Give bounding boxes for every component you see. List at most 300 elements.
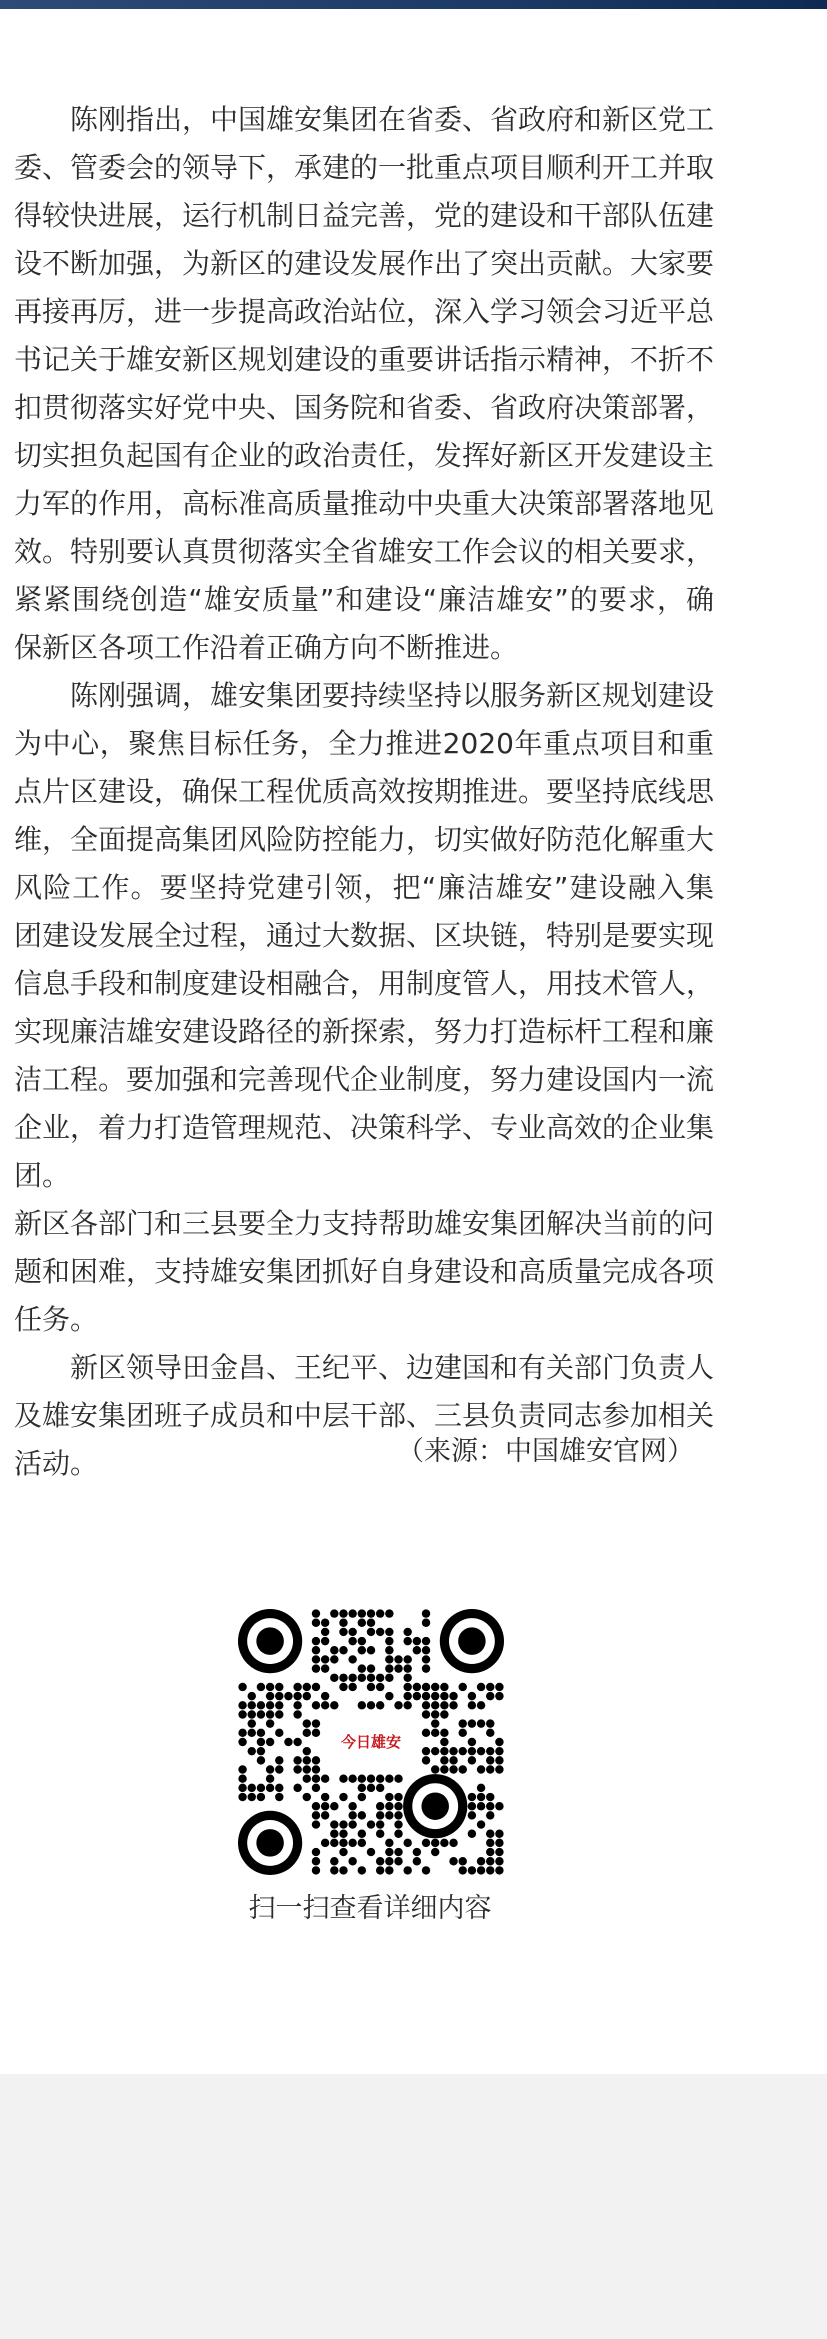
qr-dot [266, 1774, 274, 1782]
qr-dot [321, 1637, 329, 1645]
qr-dot [348, 1683, 356, 1691]
qr-dot [312, 1619, 320, 1627]
qr-dot [495, 1830, 503, 1838]
qr-dot [477, 1765, 485, 1773]
qr-dot [376, 1811, 384, 1819]
qr-dot [312, 1701, 320, 1709]
qr-dot [358, 1664, 366, 1672]
qr-dot [321, 1628, 329, 1636]
qr-dot [376, 1802, 384, 1810]
qr-dot [495, 1765, 503, 1773]
qr-dot [321, 1664, 329, 1672]
qr-dot [486, 1747, 494, 1755]
qr-dot [440, 1738, 448, 1746]
qr-dot [275, 1710, 283, 1718]
qr-dot [431, 1710, 439, 1718]
qr-dot [330, 1655, 338, 1663]
qr-dot [495, 1738, 503, 1746]
qr-dot [440, 1747, 448, 1755]
qr-dot [330, 1857, 338, 1865]
qr-dot [394, 1793, 402, 1801]
qr-dot [477, 1683, 485, 1691]
qr-dot [321, 1701, 329, 1709]
qr-dot [440, 1756, 448, 1764]
qr-dot [422, 1683, 430, 1691]
qr-dot [477, 1820, 485, 1828]
qr-dot [486, 1839, 494, 1847]
qr-dot [358, 1774, 366, 1782]
qr-dot [403, 1839, 411, 1847]
qr-dot [303, 1793, 311, 1801]
qr-dot [358, 1609, 366, 1617]
qr-dot [468, 1701, 476, 1709]
qr-dot [367, 1619, 375, 1627]
qr-dot [385, 1793, 393, 1801]
qr-dot [468, 1811, 476, 1819]
qr-dot [440, 1839, 448, 1847]
qr-dot [358, 1646, 366, 1654]
qr-dot [440, 1683, 448, 1691]
paragraph-2: 陈刚强调，雄安集团要持续坚持以服务新区规划建设为中心，聚焦目标任务，全力推进2020年重点项目和重点片区建设，确保工程优质高效按期推进。要坚持底线思维，全面提高集团风险防控能力，切实做好防范化解重大风险工作。要坚持党建引领，把“廉洁雄安”建设融入集团建设发展全过程，通过大数据、区块链，特别是要实现信息手段和制度建设相融合，用制度管人，用技术管人，实现廉洁雄安建设路径的新探索，努力打造标杆工程和廉洁工程。要加强和完善现代企业制度，努力建设国内一流企业，着力打造管理规范、决策科学、专业高效的企业集团。 [14, 679, 715, 1192]
paragraph-1: 陈刚指出，中国雄安集团在省委、省政府和新区党工委、管委会的领导下，承建的一批重点项目顺利开工并取得较快进展，运行机制日益完善，党的建设和干部队伍建设不断加强，为新区的建设发展作出了突出贡献。大家要再接再厉，进一步提高政治站位，深入学习领会习近平总书记关于雄安新区规划建设的重要讲话指示精神，不折不扣贯彻落实好党中央、国务院和省委、省政府决策部署，切实担负起国有企业的政治责任，发挥好新区开发建设主力军的作用，高标准高质量推动中央重大决策部署落地见效。特别要认真贯彻落实全省雄安工作会议的相关要求，紧紧围绕创造“雄安质量”和建设“廉洁雄安”的要求，确保新区各项工作沿着正确方向不断推进。 [14, 103, 715, 664]
qr-dot [413, 1848, 421, 1856]
qr-dot [486, 1857, 494, 1865]
qr-dot [303, 1765, 311, 1773]
qr-dot [348, 1820, 356, 1828]
qr-dot [293, 1701, 301, 1709]
qr-dot [376, 1830, 384, 1838]
qr-dot [449, 1701, 457, 1709]
qr-dot [422, 1710, 430, 1718]
qr-dot [486, 1756, 494, 1764]
qr-dot [449, 1747, 457, 1755]
qr-dot [486, 1793, 494, 1801]
qr-dot [367, 1701, 375, 1709]
qr-dot [440, 1701, 448, 1709]
qr-caption: 扫一扫查看详细内容 [248, 1893, 492, 1924]
qr-dot [303, 1719, 311, 1727]
qr-dot [422, 1609, 430, 1617]
qr-dot [293, 1692, 301, 1700]
qr-finder-bottom-left [256, 1829, 284, 1857]
qr-dot [422, 1747, 430, 1755]
qr-dot [385, 1774, 393, 1782]
qr-dot [257, 1701, 265, 1709]
qr-dot [266, 1683, 274, 1691]
qr-dot [266, 1710, 274, 1718]
qr-dot [358, 1793, 366, 1801]
qr-dot [339, 1609, 347, 1617]
qr-dot [486, 1729, 494, 1737]
qr-dot [385, 1848, 393, 1856]
qr-dot [330, 1820, 338, 1828]
qr-dot [367, 1628, 375, 1636]
paragraph-3: 新区各部门和三县要全力支持帮助雄安集团解决当前的问题和困难，支持雄安集团抓好自身建设和高质量完成各项任务。 [14, 1207, 715, 1336]
qr-dot [376, 1820, 384, 1828]
qr-dot [422, 1619, 430, 1627]
qr-dot [238, 1793, 246, 1801]
qr-dot [422, 1646, 430, 1654]
qr-dot [422, 1664, 430, 1672]
qr-dot [275, 1692, 283, 1700]
qr-dot [321, 1802, 329, 1810]
qr-dot [449, 1692, 457, 1700]
qr-dot [413, 1857, 421, 1865]
qr-dot [495, 1756, 503, 1764]
qr-dot [330, 1866, 338, 1874]
qr-dot [293, 1756, 301, 1764]
qr-dot [486, 1830, 494, 1838]
qr-dot [449, 1756, 457, 1764]
qr-dot [385, 1609, 393, 1617]
qr-dot [413, 1646, 421, 1654]
qr-dot [403, 1701, 411, 1709]
qr-dot [358, 1701, 366, 1709]
qr-dot [449, 1765, 457, 1773]
qr-dot [495, 1848, 503, 1856]
qr-alignment-marker [421, 1792, 449, 1820]
qr-dot [248, 1719, 256, 1727]
qr-dot [330, 1646, 338, 1654]
qr-dot [495, 1866, 503, 1874]
qr-dot [312, 1683, 320, 1691]
qr-dot [358, 1637, 366, 1645]
qr-dot [303, 1774, 311, 1782]
qr-dot [477, 1866, 485, 1874]
qr-dot [495, 1802, 503, 1810]
qr-logo: 今日雄安 [333, 1721, 409, 1761]
qr-dot [257, 1738, 265, 1746]
qr-dot [321, 1655, 329, 1663]
qr-dot [275, 1701, 283, 1709]
qr-dot [238, 1701, 246, 1709]
qr-dot [385, 1866, 393, 1874]
qr-dot [358, 1839, 366, 1847]
qr-dot [413, 1637, 421, 1645]
qr-dot [293, 1738, 301, 1746]
qr-dot [238, 1774, 246, 1782]
qr-dot [339, 1646, 347, 1654]
qr-dot [303, 1756, 311, 1764]
qr-dot [339, 1674, 347, 1682]
qr-dot [275, 1784, 283, 1792]
qr-dot [486, 1866, 494, 1874]
qr-dot [468, 1738, 476, 1746]
qr-dot [431, 1719, 439, 1727]
qr-dot [330, 1839, 338, 1847]
qr-dot [367, 1683, 375, 1691]
qr-dot [385, 1811, 393, 1819]
qr-dot [394, 1848, 402, 1856]
qr-dot [385, 1692, 393, 1700]
qr-dot [422, 1701, 430, 1709]
qr-dot [348, 1774, 356, 1782]
qr-dot [339, 1628, 347, 1636]
qr-dot [394, 1820, 402, 1828]
qr-dot [275, 1793, 283, 1801]
qr-dot [477, 1701, 485, 1709]
qr-dot [257, 1729, 265, 1737]
qr-dot [385, 1857, 393, 1865]
qr-dot [358, 1619, 366, 1627]
qr-dot [449, 1857, 457, 1865]
qr-dot [431, 1839, 439, 1847]
qr-dot [312, 1655, 320, 1663]
qr-dot [385, 1664, 393, 1672]
qr-dot [293, 1710, 301, 1718]
qr-dot [413, 1683, 421, 1691]
qr-dot [376, 1701, 384, 1709]
qr-dot [266, 1719, 274, 1727]
qr-dot [376, 1628, 384, 1636]
qr-dot [403, 1664, 411, 1672]
qr-dot [312, 1811, 320, 1819]
qr-dot [358, 1674, 366, 1682]
qr-dot [394, 1830, 402, 1838]
qr-dot [403, 1637, 411, 1645]
article-page [0, 9, 827, 2074]
qr-dot [293, 1683, 301, 1691]
qr-dot [248, 1701, 256, 1709]
qr-dot [257, 1710, 265, 1718]
qr-dot [495, 1683, 503, 1691]
qr-dot [348, 1609, 356, 1617]
qr-dot [238, 1729, 246, 1737]
qr-dot [486, 1719, 494, 1727]
qr-dot [495, 1839, 503, 1847]
qr-dot [257, 1747, 265, 1755]
qr-dot [367, 1820, 375, 1828]
paragraph-4: 新区领导田金昌、王纪平、边建国和有关部门负责人及雄安集团班子成员和中层干部、三县负责同志参加相关活动。 [14, 1351, 715, 1480]
qr-dot [330, 1802, 338, 1810]
qr-dot [486, 1802, 494, 1810]
qr-dot [312, 1637, 320, 1645]
qr-dot [321, 1619, 329, 1627]
qr-dot [248, 1710, 256, 1718]
qr-dot [339, 1774, 347, 1782]
qr-dot [321, 1839, 329, 1847]
qr-dot [431, 1765, 439, 1773]
qr-dot [385, 1802, 393, 1810]
qr-dot [431, 1848, 439, 1856]
qr-dot [422, 1637, 430, 1645]
qr-dot [449, 1839, 457, 1847]
qr-dot [275, 1756, 283, 1764]
qr-dot [376, 1857, 384, 1865]
qr-dot [330, 1701, 338, 1709]
qr-dot [403, 1655, 411, 1663]
qr-dot [358, 1811, 366, 1819]
qr-dot [367, 1609, 375, 1617]
qr-dot [477, 1793, 485, 1801]
qr-dot [312, 1774, 320, 1782]
qr-dot [312, 1848, 320, 1856]
qr-dot [348, 1811, 356, 1819]
qr-dot [238, 1765, 246, 1773]
qr-dot [422, 1729, 430, 1737]
qr-dot [403, 1683, 411, 1691]
qr-dot [303, 1729, 311, 1737]
qr-dot [312, 1729, 320, 1737]
qr-dot [238, 1738, 246, 1746]
qr-dot [486, 1692, 494, 1700]
qr-dot [431, 1747, 439, 1755]
qr-dot [312, 1866, 320, 1874]
qr-dot [312, 1756, 320, 1764]
qr-dot [440, 1729, 448, 1737]
qr-dot [459, 1866, 467, 1874]
qr-dot [312, 1765, 320, 1773]
qr-dot [394, 1655, 402, 1663]
qr-dot [495, 1857, 503, 1865]
qr-dot [376, 1674, 384, 1682]
qr-dot [403, 1674, 411, 1682]
qr-dot [440, 1765, 448, 1773]
qr-dot [431, 1683, 439, 1691]
qr-dot [248, 1793, 256, 1801]
qr-dot [321, 1811, 329, 1819]
qr-dot [477, 1719, 485, 1727]
qr-dot [312, 1664, 320, 1672]
qr-dot [431, 1701, 439, 1709]
qr-dot [459, 1719, 467, 1727]
qr-dot [358, 1830, 366, 1838]
qr-dot [486, 1848, 494, 1856]
qr-dot [312, 1646, 320, 1654]
qr-dot [486, 1765, 494, 1773]
qr-dot [303, 1692, 311, 1700]
qr-dot [248, 1784, 256, 1792]
qr-dot [376, 1683, 384, 1691]
qr-dot [385, 1637, 393, 1645]
qr-dot [422, 1756, 430, 1764]
qr-dot [385, 1646, 393, 1654]
qr-dot [394, 1701, 402, 1709]
qr-dot [376, 1774, 384, 1782]
qr-dot [339, 1683, 347, 1691]
qr-dot [422, 1692, 430, 1700]
qr-dot [312, 1820, 320, 1828]
qr-dot [468, 1747, 476, 1755]
qr-dot [431, 1729, 439, 1737]
qr-dot [275, 1765, 283, 1773]
qr-dot [440, 1710, 448, 1718]
qr-dot [348, 1674, 356, 1682]
qr-dot [238, 1784, 246, 1792]
qr-dot [486, 1683, 494, 1691]
qr-dot [422, 1655, 430, 1663]
qr-dot [376, 1866, 384, 1874]
qr-dot [459, 1857, 467, 1865]
qr-dot [367, 1848, 375, 1856]
qr-dot [394, 1802, 402, 1810]
qr-dot [293, 1765, 301, 1773]
qr-finder-top-left [256, 1627, 284, 1655]
qr-dot [495, 1692, 503, 1700]
qr-dot [266, 1765, 274, 1773]
qr-dot [339, 1619, 347, 1627]
qr-dot [248, 1692, 256, 1700]
qr-dot [238, 1710, 246, 1718]
qr-dot [468, 1793, 476, 1801]
qr-dot [303, 1747, 311, 1755]
qr-dot [312, 1719, 320, 1727]
qr-dot [367, 1674, 375, 1682]
qr-dot [293, 1784, 301, 1792]
qr-dot [385, 1839, 393, 1847]
qr-dot [394, 1811, 402, 1819]
qr-dot [358, 1784, 366, 1792]
qr-dot [303, 1683, 311, 1691]
qr-dot [321, 1774, 329, 1782]
qr-dot [275, 1683, 283, 1691]
qr-dot [348, 1839, 356, 1847]
qr-dot [468, 1756, 476, 1764]
qr-dot [495, 1747, 503, 1755]
qr-dot [330, 1609, 338, 1617]
qr-dot [348, 1637, 356, 1645]
qr-dot [275, 1729, 283, 1737]
qr-dot [422, 1839, 430, 1847]
qr-dot [477, 1857, 485, 1865]
qr-dot [394, 1857, 402, 1865]
qr-dot [385, 1674, 393, 1682]
qr-dot [394, 1664, 402, 1672]
qr-dot [367, 1784, 375, 1792]
qr-dot [385, 1655, 393, 1663]
article-body [14, 96, 714, 1488]
qr-dot [486, 1811, 494, 1819]
article-source: （来源：中国雄安官网） [397, 1436, 694, 1467]
qr-dot [440, 1692, 448, 1700]
qr-dot [312, 1784, 320, 1792]
qr-dot [339, 1830, 347, 1838]
qr-dot [339, 1820, 347, 1828]
qr-dot [266, 1738, 274, 1746]
qr-dot [348, 1628, 356, 1636]
qr-dot [468, 1692, 476, 1700]
qr-dot [422, 1866, 430, 1874]
qr-dot [312, 1609, 320, 1617]
qr-finder-top-right [458, 1627, 486, 1655]
qr-dot [477, 1747, 485, 1755]
qr-dot [367, 1664, 375, 1672]
qr-dot [339, 1848, 347, 1856]
qr-dot [431, 1692, 439, 1700]
qr-dot [468, 1866, 476, 1874]
qr-dot [257, 1756, 265, 1764]
qr-dot [348, 1802, 356, 1810]
top-accent-bar [0, 0, 827, 9]
qr-dot [238, 1683, 246, 1691]
qr-dot [413, 1692, 421, 1700]
qr-dot [468, 1830, 476, 1838]
qr-dot [477, 1784, 485, 1792]
qr-dot [339, 1839, 347, 1847]
qr-dot [312, 1802, 320, 1810]
qr-dot [266, 1784, 274, 1792]
qr-dot [266, 1692, 274, 1700]
qr-code[interactable] [238, 1609, 504, 1875]
qr-dot [284, 1738, 292, 1746]
qr-dot [266, 1701, 274, 1709]
qr-dot [477, 1802, 485, 1810]
qr-dot [321, 1793, 329, 1801]
qr-dot [403, 1692, 411, 1700]
qr-dot [339, 1793, 347, 1801]
qr-dot [459, 1747, 467, 1755]
qr-dot [312, 1857, 320, 1865]
